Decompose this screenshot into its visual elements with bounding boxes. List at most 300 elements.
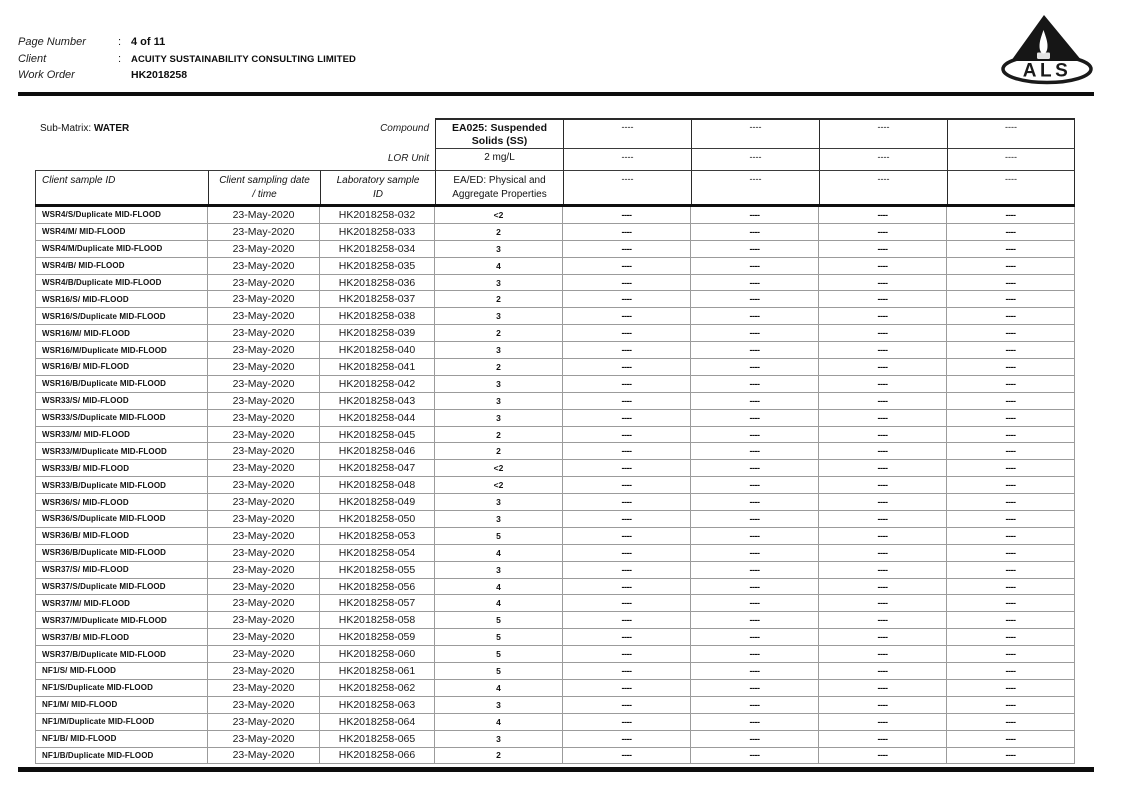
- cell-placeholder-3: ----: [819, 258, 947, 275]
- cell-placeholder-4: ----: [947, 443, 1075, 460]
- cell-client-sample-id: NF1/B/Duplicate MID-FLOOD: [35, 748, 208, 765]
- cell-placeholder-2: ----: [691, 748, 819, 765]
- cell-placeholder-4: ----: [947, 224, 1075, 241]
- table-row: [35, 443, 1075, 460]
- cell-placeholder-1: ----: [563, 224, 691, 241]
- column-header-client-sample-id: [35, 170, 208, 204]
- table-row: [35, 494, 1075, 511]
- cell-placeholder-3: ----: [819, 680, 947, 697]
- cell-client-sample-id: WSR36/S/ MID-FLOOD: [35, 494, 208, 511]
- cell-placeholder-4: ----: [947, 697, 1075, 714]
- cell-sampling-date: 23-May-2020: [208, 241, 320, 258]
- cell-placeholder-4: ----: [947, 646, 1075, 663]
- compound-label: Compound: [380, 123, 429, 134]
- cell-client-sample-id: WSR4/S/Duplicate MID-FLOOD: [35, 207, 208, 224]
- cell-placeholder-2: ----: [691, 443, 819, 460]
- cell-suspended-solids-result: 3: [435, 494, 563, 511]
- group-placeholder-1: ----: [563, 170, 691, 204]
- cell-placeholder-1: ----: [563, 646, 691, 663]
- cell-placeholder-4: ----: [947, 477, 1075, 494]
- cell-placeholder-2: ----: [691, 714, 819, 731]
- lor-unit-value: 2 mg/L: [484, 152, 515, 163]
- cell-placeholder-1: ----: [563, 595, 691, 612]
- cell-placeholder-4: ----: [947, 545, 1075, 562]
- cell-sampling-date: 23-May-2020: [208, 646, 320, 663]
- cell-client-sample-id: WSR33/M/Duplicate MID-FLOOD: [35, 443, 208, 460]
- cell-placeholder-1: ----: [563, 275, 691, 292]
- cell-sampling-date: 23-May-2020: [208, 477, 320, 494]
- cell-suspended-solids-result: 2: [435, 359, 563, 376]
- lor-placeholder-1: ----: [563, 148, 691, 170]
- cell-placeholder-4: ----: [947, 427, 1075, 444]
- cell-placeholder-3: ----: [819, 359, 947, 376]
- cell-placeholder-1: ----: [563, 376, 691, 393]
- page-number-value: 4 of 11: [131, 36, 166, 48]
- table-row: [35, 359, 1075, 376]
- cell-placeholder-2: ----: [691, 427, 819, 444]
- cell-placeholder-2: ----: [691, 359, 819, 376]
- table-row: [35, 562, 1075, 579]
- cell-client-sample-id: WSR33/B/Duplicate MID-FLOOD: [35, 477, 208, 494]
- cell-client-sample-id: WSR33/S/ MID-FLOOD: [35, 393, 208, 410]
- cell-lab-sample-id: HK2018258-032: [320, 207, 435, 224]
- column-header-method-group: EA/ED: Physical and Aggregate Properties: [435, 170, 563, 204]
- table-row: [35, 697, 1075, 714]
- cell-suspended-solids-result: 4: [435, 579, 563, 596]
- cell-placeholder-1: ----: [563, 629, 691, 646]
- cell-sampling-date: 23-May-2020: [208, 207, 320, 224]
- cell-lab-sample-id: HK2018258-036: [320, 275, 435, 292]
- cell-placeholder-4: ----: [947, 494, 1075, 511]
- cell-lab-sample-id: HK2018258-033: [320, 224, 435, 241]
- cell-placeholder-1: ----: [563, 291, 691, 308]
- cell-lab-sample-id: HK2018258-061: [320, 663, 435, 680]
- cell-placeholder-2: ----: [691, 342, 819, 359]
- cell-placeholder-4: ----: [947, 748, 1075, 765]
- cell-placeholder-4: ----: [947, 528, 1075, 545]
- table-row: [35, 325, 1075, 342]
- cell-suspended-solids-result: 3: [435, 308, 563, 325]
- sub-matrix-value: WATER: [93, 123, 130, 134]
- table-row: [35, 308, 1075, 325]
- cell-placeholder-3: ----: [819, 241, 947, 258]
- cell-placeholder-2: ----: [691, 528, 819, 545]
- cell-placeholder-3: ----: [819, 579, 947, 596]
- compound-placeholder-3: ----: [819, 118, 947, 148]
- cell-placeholder-3: ----: [819, 528, 947, 545]
- table-row: [35, 646, 1075, 663]
- cell-placeholder-4: ----: [947, 612, 1075, 629]
- cell-suspended-solids-result: 4: [435, 545, 563, 562]
- cell-client-sample-id: WSR16/B/Duplicate MID-FLOOD: [35, 376, 208, 393]
- table-row: [35, 427, 1075, 444]
- cell-lab-sample-id: HK2018258-047: [320, 460, 435, 477]
- table-row: [35, 748, 1075, 765]
- cell-lab-sample-id: HK2018258-043: [320, 393, 435, 410]
- cell-sampling-date: 23-May-2020: [208, 325, 320, 342]
- cell-placeholder-3: ----: [819, 629, 947, 646]
- cell-placeholder-3: ----: [819, 545, 947, 562]
- cell-lab-sample-id: HK2018258-041: [320, 359, 435, 376]
- table-row: [35, 612, 1075, 629]
- cell-sampling-date: 23-May-2020: [208, 494, 320, 511]
- cell-placeholder-4: ----: [947, 207, 1075, 224]
- cell-lab-sample-id: HK2018258-064: [320, 714, 435, 731]
- cell-client-sample-id: WSR36/B/Duplicate MID-FLOOD: [35, 545, 208, 562]
- method-title-line1: EA025: Suspended: [451, 122, 548, 134]
- cell-placeholder-3: ----: [819, 325, 947, 342]
- cell-placeholder-4: ----: [947, 359, 1075, 376]
- cell-placeholder-3: ----: [819, 275, 947, 292]
- cell-placeholder-4: ----: [947, 562, 1075, 579]
- table-row: [35, 595, 1075, 612]
- cell-sampling-date: 23-May-2020: [208, 393, 320, 410]
- cell-sampling-date: 23-May-2020: [208, 427, 320, 444]
- cell-client-sample-id: WSR33/M/ MID-FLOOD: [35, 427, 208, 444]
- cell-placeholder-3: ----: [819, 376, 947, 393]
- cell-client-sample-id: WSR37/B/ MID-FLOOD: [35, 629, 208, 646]
- cell-placeholder-3: ----: [819, 612, 947, 629]
- cell-suspended-solids-result: 4: [435, 595, 563, 612]
- cell-sampling-date: 23-May-2020: [208, 748, 320, 765]
- cell-suspended-solids-result: 3: [435, 376, 563, 393]
- cell-placeholder-1: ----: [563, 612, 691, 629]
- cell-client-sample-id: WSR16/S/ MID-FLOOD: [35, 291, 208, 308]
- column-header-lab-sample-id: Laboratory sample ID: [320, 170, 435, 204]
- cell-placeholder-1: ----: [563, 443, 691, 460]
- cell-lab-sample-id: HK2018258-046: [320, 443, 435, 460]
- cell-placeholder-3: ----: [819, 646, 947, 663]
- cell-placeholder-2: ----: [691, 697, 819, 714]
- cell-lab-sample-id: HK2018258-055: [320, 562, 435, 579]
- table-header-lor-row: [35, 148, 1075, 170]
- cell-placeholder-3: ----: [819, 477, 947, 494]
- cell-placeholder-2: ----: [691, 579, 819, 596]
- cell-placeholder-1: ----: [563, 258, 691, 275]
- cell-placeholder-3: ----: [819, 748, 947, 765]
- cell-sampling-date: 23-May-2020: [208, 528, 320, 545]
- cell-placeholder-2: ----: [691, 680, 819, 697]
- cell-suspended-solids-result: 3: [435, 511, 563, 528]
- cell-sampling-date: 23-May-2020: [208, 731, 320, 748]
- column-header-client-sample-id-text: Client sample ID: [42, 175, 116, 186]
- cell-client-sample-id: NF1/B/ MID-FLOOD: [35, 731, 208, 748]
- cell-lab-sample-id: HK2018258-039: [320, 325, 435, 342]
- cell-lab-sample-id: HK2018258-049: [320, 494, 435, 511]
- cell-suspended-solids-result: 5: [435, 629, 563, 646]
- cell-placeholder-3: ----: [819, 393, 947, 410]
- cell-suspended-solids-result: <2: [435, 460, 563, 477]
- cell-placeholder-1: ----: [563, 308, 691, 325]
- cell-sampling-date: 23-May-2020: [208, 275, 320, 292]
- client-value: ACUITY SUSTAINABILITY CONSULTING LIMITED: [131, 54, 356, 65]
- cell-placeholder-2: ----: [691, 629, 819, 646]
- cell-sampling-date: 23-May-2020: [208, 680, 320, 697]
- cell-suspended-solids-result: 2: [435, 748, 563, 765]
- cell-placeholder-3: ----: [819, 427, 947, 444]
- cell-placeholder-1: ----: [563, 579, 691, 596]
- table-row: [35, 629, 1075, 646]
- cell-lab-sample-id: HK2018258-037: [320, 291, 435, 308]
- cell-placeholder-1: ----: [563, 427, 691, 444]
- cell-placeholder-4: ----: [947, 595, 1075, 612]
- cell-placeholder-4: ----: [947, 258, 1075, 275]
- cell-sampling-date: 23-May-2020: [208, 308, 320, 325]
- cell-placeholder-1: ----: [563, 545, 691, 562]
- cell-placeholder-2: ----: [691, 545, 819, 562]
- cell-suspended-solids-result: 5: [435, 528, 563, 545]
- cell-placeholder-3: ----: [819, 207, 947, 224]
- cell-lab-sample-id: HK2018258-050: [320, 511, 435, 528]
- cell-suspended-solids-result: 3: [435, 731, 563, 748]
- cell-sampling-date: 23-May-2020: [208, 612, 320, 629]
- cell-sampling-date: 23-May-2020: [208, 714, 320, 731]
- cell-sampling-date: 23-May-2020: [208, 342, 320, 359]
- cell-suspended-solids-result: 5: [435, 612, 563, 629]
- cell-client-sample-id: NF1/S/Duplicate MID-FLOOD: [35, 680, 208, 697]
- cell-suspended-solids-result: 2: [435, 325, 563, 342]
- cell-placeholder-1: ----: [563, 477, 691, 494]
- cell-sampling-date: 23-May-2020: [208, 258, 320, 275]
- cell-suspended-solids-result: 3: [435, 562, 563, 579]
- cell-placeholder-3: ----: [819, 494, 947, 511]
- table-row: [35, 663, 1075, 680]
- cell-placeholder-2: ----: [691, 646, 819, 663]
- cell-placeholder-3: ----: [819, 224, 947, 241]
- cell-lab-sample-id: HK2018258-059: [320, 629, 435, 646]
- compound-placeholder-1: ----: [563, 118, 691, 148]
- cell-sampling-date: 23-May-2020: [208, 410, 320, 427]
- cell-sampling-date: 23-May-2020: [208, 460, 320, 477]
- column-header-sampling-date: Client sampling date / time: [208, 170, 320, 204]
- cell-placeholder-2: ----: [691, 595, 819, 612]
- cell-suspended-solids-result: 2: [435, 291, 563, 308]
- cell-placeholder-1: ----: [563, 325, 691, 342]
- cell-placeholder-1: ----: [563, 562, 691, 579]
- cell-placeholder-2: ----: [691, 393, 819, 410]
- cell-client-sample-id: WSR37/B/Duplicate MID-FLOOD: [35, 646, 208, 663]
- group-placeholder-2: ----: [691, 170, 819, 204]
- table-header-compound-row: [35, 118, 1075, 148]
- cell-suspended-solids-result: 3: [435, 275, 563, 292]
- cell-placeholder-2: ----: [691, 224, 819, 241]
- cell-lab-sample-id: HK2018258-034: [320, 241, 435, 258]
- cell-suspended-solids-result: 3: [435, 410, 563, 427]
- als-logo-text: ALS: [1022, 60, 1072, 82]
- lor-unit-cell: [435, 148, 563, 170]
- header-rule: [18, 92, 1094, 96]
- cell-suspended-solids-result: 4: [435, 258, 563, 275]
- cell-lab-sample-id: HK2018258-038: [320, 308, 435, 325]
- cell-placeholder-4: ----: [947, 376, 1075, 393]
- footer-rule: [18, 767, 1094, 772]
- cell-placeholder-4: ----: [947, 714, 1075, 731]
- cell-placeholder-4: ----: [947, 342, 1075, 359]
- cell-placeholder-2: ----: [691, 241, 819, 258]
- table-row: [35, 258, 1075, 275]
- cell-placeholder-2: ----: [691, 258, 819, 275]
- cell-suspended-solids-result: 5: [435, 663, 563, 680]
- table-row: [35, 460, 1075, 477]
- cell-client-sample-id: WSR37/S/ MID-FLOOD: [35, 562, 208, 579]
- cell-placeholder-4: ----: [947, 579, 1075, 596]
- table-row: [35, 376, 1075, 393]
- cell-placeholder-1: ----: [563, 342, 691, 359]
- cell-placeholder-1: ----: [563, 241, 691, 258]
- cell-placeholder-3: ----: [819, 460, 947, 477]
- cell-placeholder-2: ----: [691, 275, 819, 292]
- cell-lab-sample-id: HK2018258-066: [320, 748, 435, 765]
- table-row: [35, 241, 1075, 258]
- cell-suspended-solids-result: 3: [435, 697, 563, 714]
- cell-placeholder-2: ----: [691, 562, 819, 579]
- cell-placeholder-2: ----: [691, 291, 819, 308]
- cell-placeholder-3: ----: [819, 714, 947, 731]
- cell-placeholder-3: ----: [819, 443, 947, 460]
- cell-placeholder-4: ----: [947, 308, 1075, 325]
- cell-placeholder-1: ----: [563, 410, 691, 427]
- cell-client-sample-id: WSR16/S/Duplicate MID-FLOOD: [35, 308, 208, 325]
- cell-sampling-date: 23-May-2020: [208, 663, 320, 680]
- cell-suspended-solids-result: 3: [435, 241, 563, 258]
- client-label: Client: [18, 53, 47, 65]
- cell-placeholder-2: ----: [691, 410, 819, 427]
- cell-lab-sample-id: HK2018258-042: [320, 376, 435, 393]
- table-row: [35, 275, 1075, 292]
- cell-placeholder-1: ----: [563, 460, 691, 477]
- method-header-cell: [435, 118, 563, 148]
- cell-sampling-date: 23-May-2020: [208, 291, 320, 308]
- cell-placeholder-3: ----: [819, 410, 947, 427]
- sub-matrix: [40, 123, 129, 134]
- cell-placeholder-3: ----: [819, 663, 947, 680]
- cell-placeholder-2: ----: [691, 308, 819, 325]
- cell-sampling-date: 23-May-2020: [208, 511, 320, 528]
- cell-lab-sample-id: HK2018258-060: [320, 646, 435, 663]
- table-row: [35, 342, 1075, 359]
- lor-placeholder-4: ----: [947, 148, 1075, 170]
- cell-sampling-date: 23-May-2020: [208, 443, 320, 460]
- cell-placeholder-1: ----: [563, 680, 691, 697]
- lor-placeholder-3: ----: [819, 148, 947, 170]
- cell-client-sample-id: WSR36/B/ MID-FLOOD: [35, 528, 208, 545]
- cell-client-sample-id: NF1/S/ MID-FLOOD: [35, 663, 208, 680]
- table-row: [35, 528, 1075, 545]
- method-title-line2: Solids (SS): [471, 135, 528, 147]
- table-row: [35, 579, 1075, 596]
- cell-client-sample-id: WSR4/M/Duplicate MID-FLOOD: [35, 241, 208, 258]
- table-row: [35, 393, 1075, 410]
- table-header-columns-row: [35, 170, 1075, 204]
- cell-placeholder-2: ----: [691, 207, 819, 224]
- cell-lab-sample-id: HK2018258-065: [320, 731, 435, 748]
- cell-placeholder-3: ----: [819, 697, 947, 714]
- lor-unit-label: LOR Unit: [387, 153, 429, 164]
- cell-placeholder-4: ----: [947, 460, 1075, 477]
- cell-client-sample-id: NF1/M/ MID-FLOOD: [35, 697, 208, 714]
- cell-client-sample-id: WSR36/S/Duplicate MID-FLOOD: [35, 511, 208, 528]
- cell-client-sample-id: WSR4/B/ MID-FLOOD: [35, 258, 208, 275]
- table-row: [35, 410, 1075, 427]
- group-placeholder-3: ----: [819, 170, 947, 204]
- cell-suspended-solids-result: 3: [435, 342, 563, 359]
- cell-placeholder-2: ----: [691, 663, 819, 680]
- cell-lab-sample-id: HK2018258-044: [320, 410, 435, 427]
- cell-client-sample-id: NF1/M/Duplicate MID-FLOOD: [35, 714, 208, 731]
- cell-client-sample-id: WSR37/S/Duplicate MID-FLOOD: [35, 579, 208, 596]
- cell-placeholder-1: ----: [563, 748, 691, 765]
- work-order-label: Work Order: [18, 69, 75, 81]
- compound-placeholder-2: ----: [691, 118, 819, 148]
- cell-suspended-solids-result: 5: [435, 646, 563, 663]
- cell-placeholder-2: ----: [691, 460, 819, 477]
- cell-client-sample-id: WSR16/M/ MID-FLOOD: [35, 325, 208, 342]
- cell-sampling-date: 23-May-2020: [208, 224, 320, 241]
- cell-placeholder-2: ----: [691, 731, 819, 748]
- table-row: [35, 511, 1075, 528]
- cell-placeholder-4: ----: [947, 410, 1075, 427]
- cell-client-sample-id: WSR16/M/Duplicate MID-FLOOD: [35, 342, 208, 359]
- cell-sampling-date: 23-May-2020: [208, 376, 320, 393]
- table-row: [35, 731, 1075, 748]
- cell-placeholder-3: ----: [819, 342, 947, 359]
- cell-placeholder-1: ----: [563, 207, 691, 224]
- cell-lab-sample-id: HK2018258-048: [320, 477, 435, 494]
- cell-suspended-solids-result: 4: [435, 680, 563, 697]
- cell-placeholder-2: ----: [691, 494, 819, 511]
- table-row: [35, 545, 1075, 562]
- cell-placeholder-1: ----: [563, 528, 691, 545]
- cell-client-sample-id: WSR33/B/ MID-FLOOD: [35, 460, 208, 477]
- cell-placeholder-4: ----: [947, 680, 1075, 697]
- sub-matrix-label: Sub-Matrix:: [40, 123, 92, 134]
- table-header-left-a: [35, 118, 435, 148]
- cell-placeholder-1: ----: [563, 359, 691, 376]
- table-row: [35, 680, 1075, 697]
- cell-sampling-date: 23-May-2020: [208, 545, 320, 562]
- cell-sampling-date: 23-May-2020: [208, 579, 320, 596]
- cell-lab-sample-id: HK2018258-058: [320, 612, 435, 629]
- cell-sampling-date: 23-May-2020: [208, 629, 320, 646]
- cell-placeholder-4: ----: [947, 325, 1075, 342]
- cell-placeholder-2: ----: [691, 612, 819, 629]
- cell-lab-sample-id: HK2018258-045: [320, 427, 435, 444]
- cell-suspended-solids-result: <2: [435, 207, 563, 224]
- compound-placeholder-4: ----: [947, 118, 1075, 148]
- cell-sampling-date: 23-May-2020: [208, 359, 320, 376]
- als-logo: [998, 10, 1096, 90]
- cell-lab-sample-id: HK2018258-040: [320, 342, 435, 359]
- cell-placeholder-4: ----: [947, 275, 1075, 292]
- cell-placeholder-2: ----: [691, 477, 819, 494]
- cell-sampling-date: 23-May-2020: [208, 697, 320, 714]
- cell-client-sample-id: WSR37/M/ MID-FLOOD: [35, 595, 208, 612]
- page-number-row: [18, 36, 165, 48]
- cell-lab-sample-id: HK2018258-062: [320, 680, 435, 697]
- cell-placeholder-4: ----: [947, 393, 1075, 410]
- cell-placeholder-1: ----: [563, 731, 691, 748]
- cell-placeholder-3: ----: [819, 731, 947, 748]
- cell-placeholder-3: ----: [819, 562, 947, 579]
- cell-lab-sample-id: HK2018258-035: [320, 258, 435, 275]
- cell-placeholder-3: ----: [819, 511, 947, 528]
- cell-suspended-solids-result: 3: [435, 393, 563, 410]
- cell-lab-sample-id: HK2018258-057: [320, 595, 435, 612]
- cell-placeholder-4: ----: [947, 511, 1075, 528]
- cell-placeholder-2: ----: [691, 376, 819, 393]
- client-separator: :: [118, 53, 122, 65]
- cell-client-sample-id: WSR33/S/Duplicate MID-FLOOD: [35, 410, 208, 427]
